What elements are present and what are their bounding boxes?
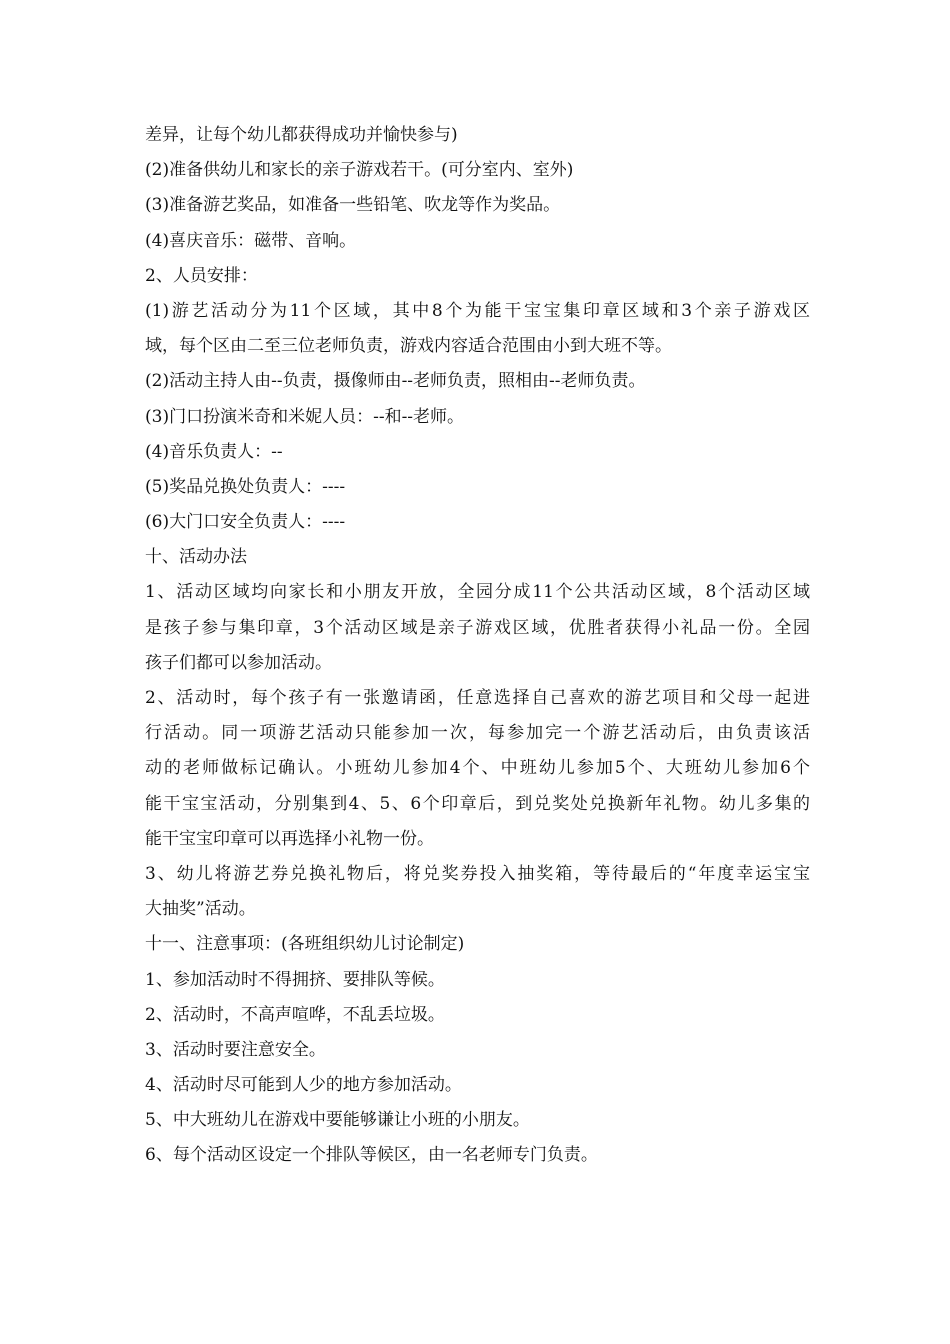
text-line: 差异，让每个幼儿都获得成功并愉快参与) <box>145 125 458 145</box>
text-line: 能干宝宝活动，分别集到4、5、6个印章后，到兑奖处兑换新年礼物。幼儿多集的 <box>145 793 810 814</box>
text-line: 4、活动时尽可能到人少的地方参加活动。 <box>145 1075 462 1096</box>
text-line: (3)准备游艺奖品，如准备一些铅笔、吹龙等作为奖品。 <box>145 195 561 216</box>
section-heading: 2、人员安排： <box>145 265 258 286</box>
text-line: (4)喜庆音乐：磁带、音响。 <box>145 230 357 251</box>
text-line: 孩子们都可以参加活动。 <box>145 652 332 673</box>
document-body <box>145 118 810 1174</box>
text-line: 1、参加活动时不得拥挤、要排队等候。 <box>145 969 445 990</box>
text-line: (6)大门口安全负责人：---- <box>145 512 346 533</box>
text-line: 2、活动时，每个孩子有一张邀请函，任意选择自己喜欢的游艺项目和父母一起进 <box>145 688 810 708</box>
text-line: 动的老师做标记确认。小班幼儿参加4个、中班幼儿参加5个、大班幼儿参加6个 <box>145 758 810 779</box>
text-line: 3、活动时要注意安全。 <box>145 1039 326 1060</box>
text-line: 能干宝宝印章可以再选择小礼物一份。 <box>145 828 434 849</box>
text-line: 2、活动时，不高声喧哗，不乱丢垃圾。 <box>145 1004 445 1025</box>
section-heading: 十、活动办法 <box>145 547 247 568</box>
text-line: (1)游艺活动分为11个区域，其中8个为能干宝宝集印章区域和3个亲子游戏区 <box>145 300 810 321</box>
text-line: 1、活动区域均向家长和小朋友开放，全园分成11个公共活动区域，8个活动区域 <box>145 582 810 603</box>
text-line: (5)奖品兑换处负责人：---- <box>145 476 346 497</box>
text-line: 域，每个区由二至三位老师负责，游戏内容适合范围由小到大班不等。 <box>145 336 672 357</box>
text-line: 大抽奖”活动。 <box>145 899 256 920</box>
section-heading: 十一、注意事项：(各班组织幼儿讨论制定) <box>145 934 465 955</box>
text-line: 是孩子参与集印章，3个活动区域是亲子游戏区域，优胜者获得小礼品一份。全园 <box>145 617 810 638</box>
text-line: (2)活动主持人由--负责，摄像师由--老师负责，照相由--老师负责。 <box>145 371 646 392</box>
text-line: (3)门口扮演米奇和米妮人员：--和--老师。 <box>145 406 465 427</box>
text-line: 3、幼儿将游艺券兑换礼物后，将兑奖券投入抽奖箱，等待最后的“年度幸运宝宝 <box>145 863 810 884</box>
text-line: (4)音乐负责人：-- <box>145 441 283 462</box>
text-line: 行活动。同一项游艺活动只能参加一次，每参加完一个游艺活动后，由负责该活 <box>145 723 810 744</box>
text-line: 6、每个活动区设定一个排队等候区，由一名老师专门负责。 <box>145 1145 598 1166</box>
text-line: (2)准备供幼儿和家长的亲子游戏若干。(可分室内、室外) <box>145 160 574 181</box>
text-line: 5、中大班幼儿在游戏中要能够谦让小班的小朋友。 <box>145 1110 530 1131</box>
